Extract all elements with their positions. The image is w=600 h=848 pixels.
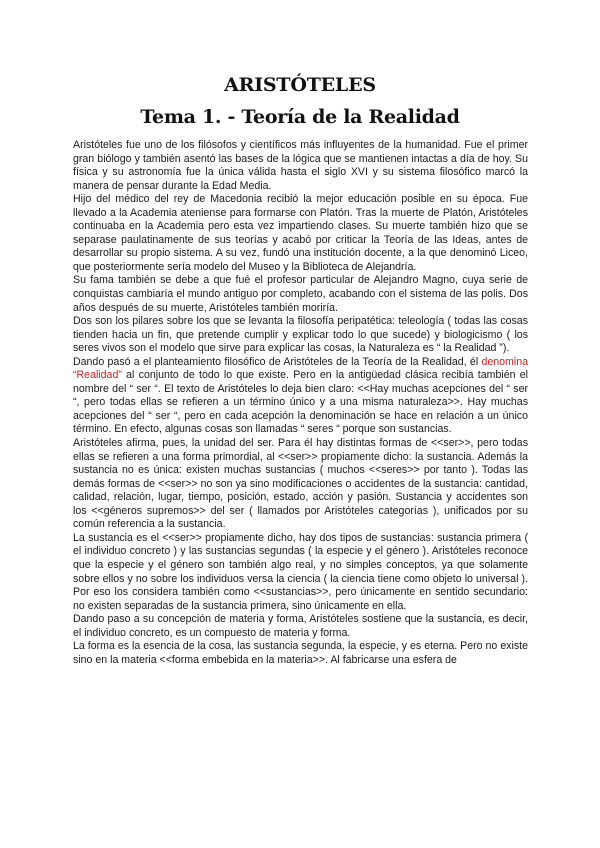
paragraph-unity-of-being: Aristóteles afirma, pues, la unidad del ser. Para él hay distintas formas de <<ser>>, pero todas ellas se refieren a una forma primordial, al <<ser>> propiamente dicho: la sustancia. Además la sustancia no es única: existen muchas sustancias ( muchos <<seres>> por tanto ). Todas las demás formas de <<ser>> no son ya sino modificaciones o accidentes de la sustancia: cantidad, calidad, relación, lugar, tiempo, posición, estado, acción y pasión. Sustancia y accidentes son los <<géneros supremos>> del ser ( llamados por Aristóteles categorías ), unificados por su común referencia a la sustancia. bbox=[73, 437, 528, 531]
paragraph-pillars: Dos son los pilares sobre los que se levanta la filosofía peripatética: teleología ( todas las cosas tienden hacia un fin, que pretende cumplir y explicar todo lo que sucede) y biologicismo ( los seres vivos son el modelo que sirve para explicar las cosas, la Naturaleza es “ la Realidad ”). bbox=[73, 315, 528, 355]
paragraph-intro: Aristóteles fue uno de los filósofos y científicos más influyentes de la humanidad. Fue el primer gran biólogo y también asentó las bases de la lógica que se mantienen intactas a día de hoy. Su física y su astronomía fue la única válida hasta el siglo XVI y su sistema filosófico marcó la manera de pensar durante la Edad Media. bbox=[73, 139, 528, 192]
paragraph-substance-types: La sustancia es el <<ser>> propiamente dicho, hay dos tipos de sustancias: sustancia primera ( el individuo concreto ) y las sustancias segundas ( la especie y el género ). Aristóteles reconoce que la especie y el género son también algo real, y no simples conceptos, ya que solamente sobre ellos y no sobre los individuos versa la ciencia ( la ciencia tiene como objeto lo universal ). Por eso los considera también como <<sustancias>>, pero únicamente en sentido secundario: no existen separadas de la sustancia primera, sino únicamente en ella. bbox=[73, 531, 528, 612]
highlighted-term: denomina “Realidad” bbox=[73, 355, 528, 382]
paragraph-reality-before: Dando pasó a el planteamiento filosófico de Aristóteles de la Teoría de la Realidad, él bbox=[73, 355, 482, 368]
paragraph-fame: Su fama también se debe a que fué el profesor particular de Alejandro Magno, cuya serie de conquistas cambiaría el mundo antiguo por completo, acabando con el sistema de las polis. Dos años después de su muerte, Aristóteles también moriría. bbox=[73, 274, 528, 314]
paragraph-matter-form: Dando paso a su concepción de materia y forma, Aristóteles sostiene que la sustancia, es decir, el individuo concreto, es un compuesto de materia y forma. bbox=[73, 613, 528, 639]
paragraph-reality-after: al conjunto de todo lo que existe. Pero en la antigüedad clásica recibía también el nombre del “ ser “. El texto de Aristóteles lo deja bien claro: <<Hay muchas acepciones del “ ser “, pero todas ellas se refieren a un término único y a una misma naturaleza>>. Hay muchas acepciones del “ ser “, pero en cada acepción la denominación se hace en relación a un único término. En efecto, algunas cosas son llamadas “ seres “ porque son sustancias. bbox=[73, 369, 528, 436]
paragraph-biography: Hijo del médico del rey de Macedonia recibió la mejor educación posible en su época. Fue llevado a la Academia ateniense para formarse con Platón. Tras la muerte de Platón, Aristóteles continuaba en la Academia pero esta vez impartiendo clases. Su muerte también hizo que se separase paulatinamente de sus teorías y acabó por criticar la Teoría de las Ideas, antes de desarrollar su propio sistema. A su vez, fundó una institución docente, a la que denominó Liceo, que posteriormente sería modelo del Museo y la Biblioteca de Alejandría. bbox=[73, 193, 528, 273]
paragraph-reality bbox=[73, 356, 528, 437]
document-subtitle: Tema 1. - Teoría de la Realidad bbox=[140, 106, 460, 128]
paragraph-form-essence: La forma es la esencia de la cosa, las sustancia segunda, la especie, y es eterna. Pero no existe sino en la materia <<forma embebida en la materia>>. Al fabricarse una esfera de bbox=[73, 640, 528, 666]
document-body bbox=[73, 139, 528, 667]
document-title: ARISTÓTELES bbox=[224, 74, 376, 96]
